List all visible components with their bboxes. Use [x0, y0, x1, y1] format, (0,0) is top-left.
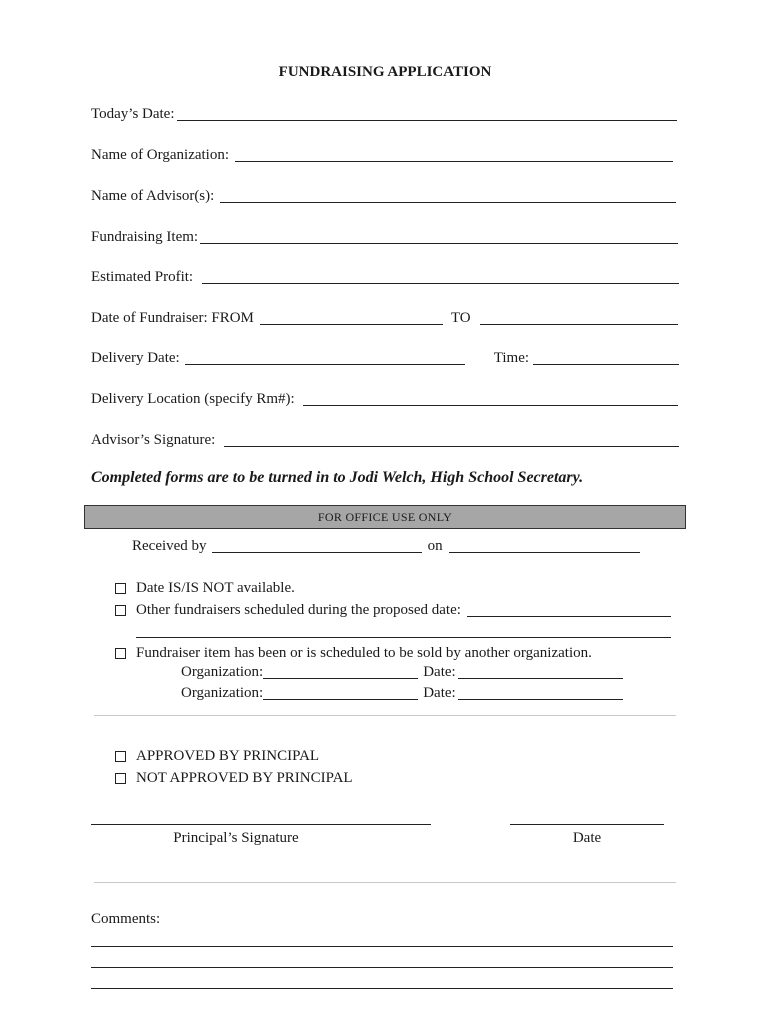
approved-label: APPROVED BY PRINCIPAL: [136, 748, 320, 764]
delivery-date-field[interactable]: [91, 349, 679, 367]
todays-date-label: Today’s Date:: [91, 106, 175, 122]
comment-line-1[interactable]: [91, 946, 673, 947]
fundraising-item-label: Fundraising Item:: [91, 229, 199, 245]
received-on-line[interactable]: [449, 552, 640, 553]
todays-date-line[interactable]: [177, 120, 677, 121]
date-available-check[interactable]: [115, 579, 295, 597]
date-from-line[interactable]: [260, 324, 443, 325]
date-available-label: Date IS/IS NOT available.: [136, 580, 295, 596]
time-line[interactable]: [533, 364, 679, 365]
checkbox[interactable]: [115, 605, 126, 616]
form-title: FUNDRAISING APPLICATION: [278, 64, 492, 80]
todays-date-field[interactable]: [91, 105, 677, 123]
organization-line-2[interactable]: [263, 699, 418, 700]
profit-label: Estimated Profit:: [91, 269, 194, 285]
principal-signature-line[interactable]: [91, 824, 431, 825]
time-label: Time:: [493, 350, 530, 366]
fundraising-item-line[interactable]: [200, 243, 678, 244]
principal-date-line[interactable]: [510, 824, 664, 825]
delivery-date-line[interactable]: [185, 364, 465, 365]
organization-line-1[interactable]: [263, 678, 418, 679]
delivery-location-label: Delivery Location (specify Rm#):: [91, 391, 295, 407]
advisor-signature-label: Advisor’s Signature:: [91, 432, 216, 448]
submission-notice: Completed forms are to be turned in to Jodi Welch, High School Secretary.: [91, 469, 584, 486]
delivery-location-line[interactable]: [303, 405, 678, 406]
received-by-line[interactable]: [212, 552, 422, 553]
principal-signature-label: Principal’s Signature: [173, 830, 299, 846]
divider: [94, 882, 676, 883]
date-label-2: Date:: [423, 685, 456, 701]
delivery-date-label: Delivery Date:: [91, 350, 180, 366]
received-on-label: on: [427, 538, 443, 554]
profit-field[interactable]: [91, 268, 679, 286]
profit-line[interactable]: [202, 283, 679, 284]
date-from-label: Date of Fundraiser: FROM: [91, 310, 254, 326]
date-line-1[interactable]: [458, 678, 623, 679]
advisor-signature-field[interactable]: [91, 431, 679, 449]
comments-label: Comments:: [91, 911, 161, 927]
other-fundraisers-check[interactable]: [115, 601, 671, 619]
date-label-1: Date:: [423, 664, 456, 680]
delivery-location-field[interactable]: [91, 390, 678, 408]
checkbox[interactable]: [115, 648, 126, 659]
received-by-field[interactable]: [132, 537, 640, 555]
date-line-2[interactable]: [458, 699, 623, 700]
approved-check[interactable]: [115, 747, 319, 765]
organization-date-row-2[interactable]: [181, 684, 623, 702]
date-to-line[interactable]: [480, 324, 678, 325]
other-fundraisers-label: Other fundraisers scheduled during the proposed date:: [136, 602, 461, 618]
checkbox[interactable]: [115, 751, 126, 762]
advisor-label: Name of Advisor(s):: [91, 188, 215, 204]
checkbox[interactable]: [115, 773, 126, 784]
item-sold-label: Fundraiser item has been or is scheduled to be sold by another organization.: [136, 645, 592, 661]
fundraising-item-field[interactable]: [91, 228, 678, 246]
organization-label: Name of Organization:: [91, 147, 230, 163]
organization-field[interactable]: [91, 146, 673, 164]
not-approved-check[interactable]: [115, 769, 353, 787]
comment-line-2[interactable]: [91, 967, 673, 968]
advisor-line[interactable]: [220, 202, 676, 203]
fundraiser-dates-field[interactable]: [91, 309, 678, 327]
organization-label-2: Organization:: [181, 685, 264, 701]
divider: [94, 715, 676, 716]
office-use-header: FOR OFFICE USE ONLY: [84, 505, 686, 529]
other-fundraisers-line[interactable]: [467, 616, 671, 617]
other-fundraisers-line-2[interactable]: [136, 637, 671, 638]
checkbox[interactable]: [115, 583, 126, 594]
comment-line-3[interactable]: [91, 988, 673, 989]
advisor-signature-line[interactable]: [224, 446, 679, 447]
organization-date-row-1[interactable]: [181, 663, 623, 681]
received-by-label: Received by: [132, 538, 207, 554]
organization-label-1: Organization:: [181, 664, 264, 680]
advisor-field[interactable]: [91, 187, 676, 205]
not-approved-label: NOT APPROVED BY PRINCIPAL: [136, 770, 353, 786]
item-sold-check[interactable]: [115, 644, 592, 662]
date-to-label: TO: [450, 310, 471, 326]
organization-line[interactable]: [235, 161, 673, 162]
principal-date-label: Date: [572, 830, 602, 846]
